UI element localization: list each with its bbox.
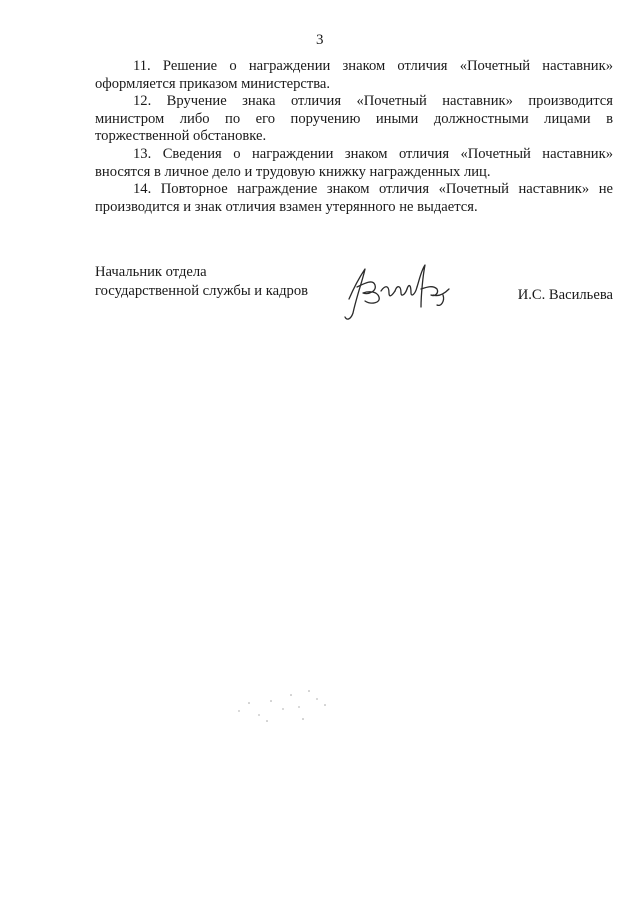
handwritten-signature-icon	[335, 255, 455, 325]
signatory-title	[95, 263, 308, 301]
paragraph-13: 13. Сведения о награждении знаком отличия «Почетный наставник» вносятся в личное дело и трудовую книжку награжденных лиц.	[95, 145, 613, 180]
page-number: 3	[316, 32, 324, 48]
signatory-title-line-2: государственной службы и кадров	[95, 283, 309, 299]
signatory-name: И.С. Васильева	[517, 287, 613, 303]
document-body	[95, 58, 613, 216]
signatory-title-line-1: Начальник отдела	[95, 264, 207, 280]
paragraph-12: 12. Вручение знака отличия «Почетный наставник» производится министром либо по его поручению иными должностными лицами в торжественной обстановке.	[95, 93, 613, 145]
paragraph-11: 11. Решение о награждении знаком отличия «Почетный наставник» оформляется приказом министерства.	[95, 58, 613, 92]
scan-noise	[230, 680, 340, 740]
signature-block	[95, 263, 613, 333]
paragraph-14: 14. Повторное награждение знаком отличия «Почетный наставник» не производится и знак отличия взамен утерянного не выдается.	[95, 181, 613, 215]
